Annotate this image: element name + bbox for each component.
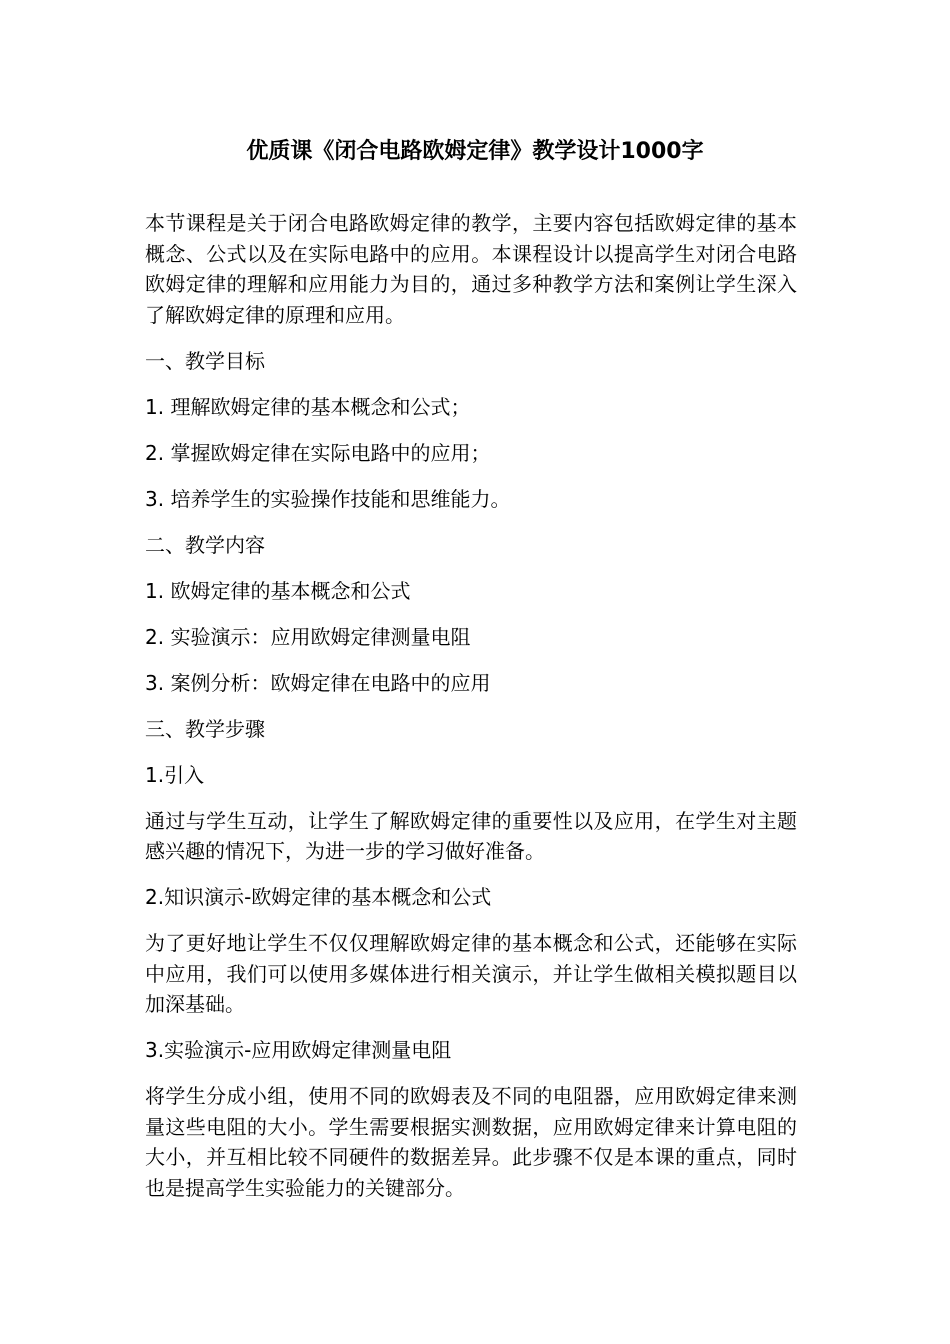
document-title: 优质课《闭合电路欧姆定律》教学设计1000字 <box>246 139 704 164</box>
step-paragraph: 为了更好地让学生不仅仅理解欧姆定律的基本概念和公式，还能够在实际中应用，我们可以使用多媒体进行相关演示，并让学生做相关模拟题目以加深基础。 <box>145 931 797 1016</box>
step-heading: 1.引入 <box>145 762 205 787</box>
list-item: 1. 理解欧姆定律的基本概念和公式； <box>145 394 471 419</box>
list-item: 2. 掌握欧姆定律在实际电路中的应用； <box>145 440 491 465</box>
section-heading-steps: 三、教学步骤 <box>145 716 265 741</box>
step-paragraph: 将学生分成小组，使用不同的欧姆表及不同的电阻器，应用欧姆定律来测量这些电阻的大小。学生需要根据实测数据，应用欧姆定律来计算电阻的大小，并互相比较不同硬件的数据差异。此步骤不仅是本课的重点，同时也是提高学生实验能力的关键部分。 <box>145 1084 797 1200</box>
step-paragraph: 通过与学生互动，让学生了解欧姆定律的重要性以及应用，在学生对主题感兴趣的情况下，为进一步的学习做好准备。 <box>145 808 797 863</box>
section-heading-content: 二、教学内容 <box>145 532 265 557</box>
step-heading: 2.知识演示-欧姆定律的基本概念和公式 <box>145 885 492 909</box>
intro-paragraph: 本节课程是关于闭合电路欧姆定律的教学，主要内容包括欧姆定律的基本概念、公式以及在实际电路中的应用。本课程设计以提高学生对闭合电路欧姆定律的理解和应用能力为目的，通过多种教学方法和案例让学生深入了解欧姆定律的原理和应用。 <box>145 211 797 327</box>
list-item: 1. 欧姆定律的基本概念和公式 <box>145 578 411 603</box>
step-heading: 3.实验演示-应用欧姆定律测量电阻 <box>145 1038 452 1062</box>
document-body <box>145 208 797 1219</box>
section-heading-goals: 一、教学目标 <box>145 348 265 373</box>
list-item: 3. 培养学生的实验操作技能和思维能力。 <box>145 486 511 511</box>
list-item: 3. 案例分析：欧姆定律在电路中的应用 <box>145 670 491 695</box>
list-item: 2. 实验演示：应用欧姆定律测量电阻 <box>145 624 471 649</box>
